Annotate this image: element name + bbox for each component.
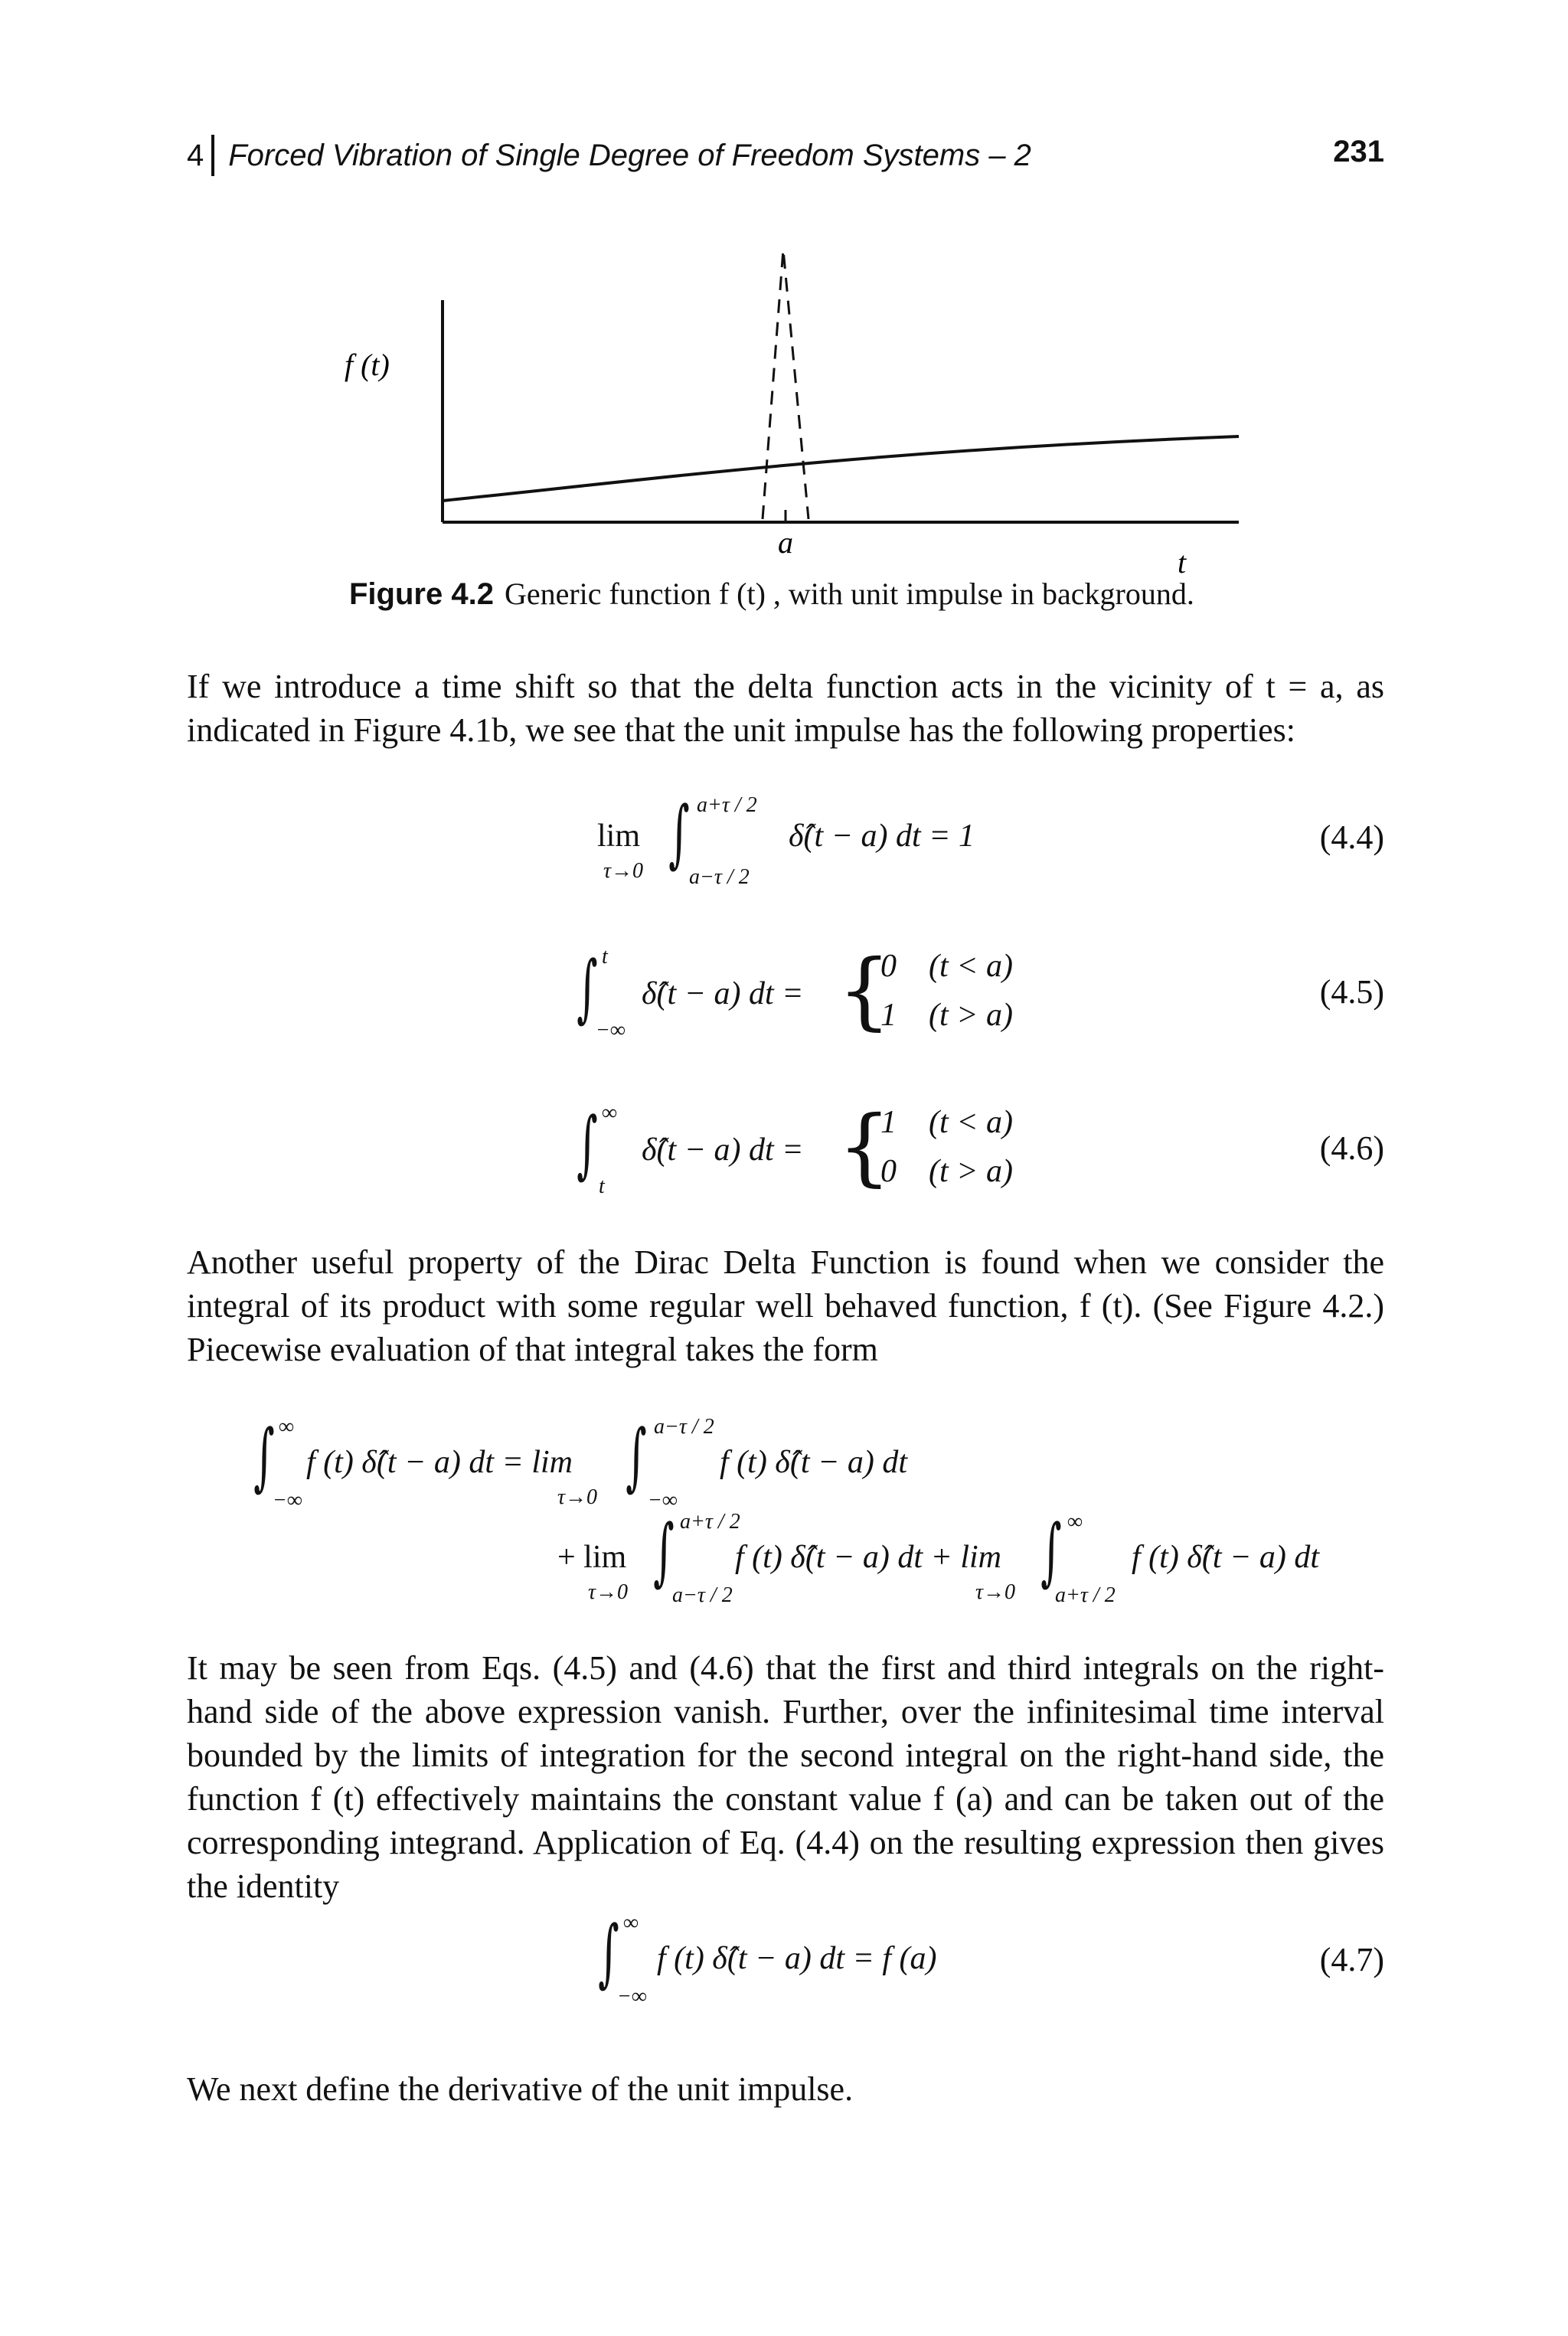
pw2-end: f (t) δ̂(t − a) dt <box>1132 1540 1319 1575</box>
eq46-case-2: 0 (t > a) <box>880 1154 1013 1189</box>
equation-4-5 <box>568 939 1027 1054</box>
eq45-case-1: 0 (t < a) <box>880 949 1013 984</box>
pw1-lim-sub: τ→0 <box>557 1485 598 1509</box>
equation-piecewise-line-2 <box>557 1507 1384 1614</box>
eq44-lim-sub: τ→0 <box>603 859 644 883</box>
unit-impulse-dashed <box>763 250 808 519</box>
integral-sign: ∫ <box>653 1508 675 1594</box>
figure-caption <box>349 576 1194 612</box>
equation-number-4-5: (4.5) <box>1319 973 1384 1011</box>
integral-sign: ∫ <box>598 1910 619 1995</box>
left-brace: { <box>838 941 891 1039</box>
integral-sign: ∫ <box>1040 1508 1062 1594</box>
pw1-upper-limit: ∞ <box>279 1415 294 1439</box>
equation-number-4-7: (4.7) <box>1319 1941 1384 1978</box>
eq44-lower-limit: a−τ / 2 <box>689 865 750 889</box>
equation-number-4-6: (4.6) <box>1319 1129 1384 1167</box>
pw2-lim-sub-2: τ→0 <box>975 1580 1016 1604</box>
equation-number-4-4: (4.4) <box>1319 818 1384 856</box>
pw2-lower-limit: a−τ / 2 <box>672 1583 733 1607</box>
pw1-lower-limit-2: −∞ <box>648 1488 678 1512</box>
page-number: 231 <box>1333 135 1384 168</box>
pw1-lower-limit: −∞ <box>273 1488 302 1512</box>
y-axis-label: f (t) <box>345 348 390 382</box>
header-divider <box>211 135 214 176</box>
integral-sign: ∫ <box>577 945 598 1031</box>
equation-4-6 <box>568 1095 1027 1210</box>
integral-sign: ∫ <box>577 1101 598 1187</box>
equation-4-4 <box>597 789 1057 896</box>
eq45-lower-limit: −∞ <box>596 1018 626 1042</box>
paragraph-3: It may be seen from Eqs. (4.5) and (4.6) that the first and third integrals on the right-hand side of the above expression vanish. Further, over the infinitesimal time interval bounded by the limits of integration for the second integral on the right-hand side, the function f (t) effectively maintains the constant value f (a) and can be taken out of the corresponding integrand. Application of Eq. (4.4) on the resulting expression then gives the identity <box>187 1649 1384 1905</box>
pw2-upper-limit: a+τ / 2 <box>680 1510 740 1534</box>
integral-sign: ∫ <box>668 790 690 876</box>
left-brace: { <box>838 1097 891 1195</box>
eq47-upper-limit: ∞ <box>623 1911 639 1935</box>
pw1-lhs: f (t) δ̂(t − a) dt = lim <box>306 1445 573 1480</box>
equation-4-7 <box>590 1906 1125 2021</box>
pw2-upper-limit-2: ∞ <box>1067 1510 1083 1534</box>
pw1-rhs: f (t) δ̂(t − a) dt <box>720 1445 907 1480</box>
equation-piecewise-line-1 <box>245 1412 1011 1519</box>
chapter-number: 4 <box>187 138 204 172</box>
eq46-case-1: 1 (t < a) <box>880 1105 1013 1140</box>
eq45-upper-limit: t <box>602 945 608 969</box>
chapter-title: Forced Vibration of Single Degree of Freedom Systems – 2 <box>228 138 1031 172</box>
eq46-upper-limit: ∞ <box>602 1101 617 1125</box>
function-curve <box>443 436 1239 501</box>
pw1-upper-limit-2: a−τ / 2 <box>654 1415 714 1439</box>
eq47-body: f (t) δ̂(t − a) dt = f (a) <box>657 1941 937 1976</box>
eq46-body: δ̂(t − a) dt = <box>642 1132 804 1168</box>
eq47-lower-limit: −∞ <box>617 1985 647 2008</box>
pw2-lim-sub: τ→0 <box>588 1580 629 1604</box>
eq44-body: δ̂(t − a) dt = 1 <box>789 818 975 854</box>
pw2-lower-limit-2: a+τ / 2 <box>1055 1583 1116 1607</box>
paragraph-4: We next define the derivative of the unit impulse. <box>187 2070 854 2108</box>
eq45-case-2: 1 (t > a) <box>880 998 1013 1033</box>
running-header <box>187 135 1031 176</box>
eq46-lower-limit: t <box>599 1175 605 1198</box>
integral-sign: ∫ <box>626 1413 647 1499</box>
paragraph-1: If we introduce a time shift so that the delta function acts in the vicinity of t = a, as indicated in Figure 4.1b, we see that the unit impulse has the following properties: <box>187 668 1384 749</box>
paragraph-2: Another useful property of the Dirac Delta Function is found when we consider the integral of its product with some regular well behaved function, f (t). (See Figure 4.2.) Piecewise evaluation of that integral takes the form <box>187 1243 1384 1368</box>
eq44-upper-limit: a+τ / 2 <box>697 793 757 817</box>
eq44-lim: lim <box>597 818 641 854</box>
x-axis-label: t <box>1178 545 1187 580</box>
impulse-position-label: a <box>778 525 793 560</box>
figure-4-2 <box>337 245 1271 582</box>
eq45-body: δ̂(t − a) dt = <box>642 976 804 1011</box>
pw2-plus-lim: + lim <box>557 1540 627 1575</box>
integral-sign: ∫ <box>253 1413 275 1499</box>
pw2-middle: f (t) δ̂(t − a) dt + lim <box>735 1540 1001 1575</box>
caption-text: Generic function f (t) , with unit impulse in background. <box>504 577 1194 611</box>
caption-label: Figure 4.2 <box>349 577 494 611</box>
